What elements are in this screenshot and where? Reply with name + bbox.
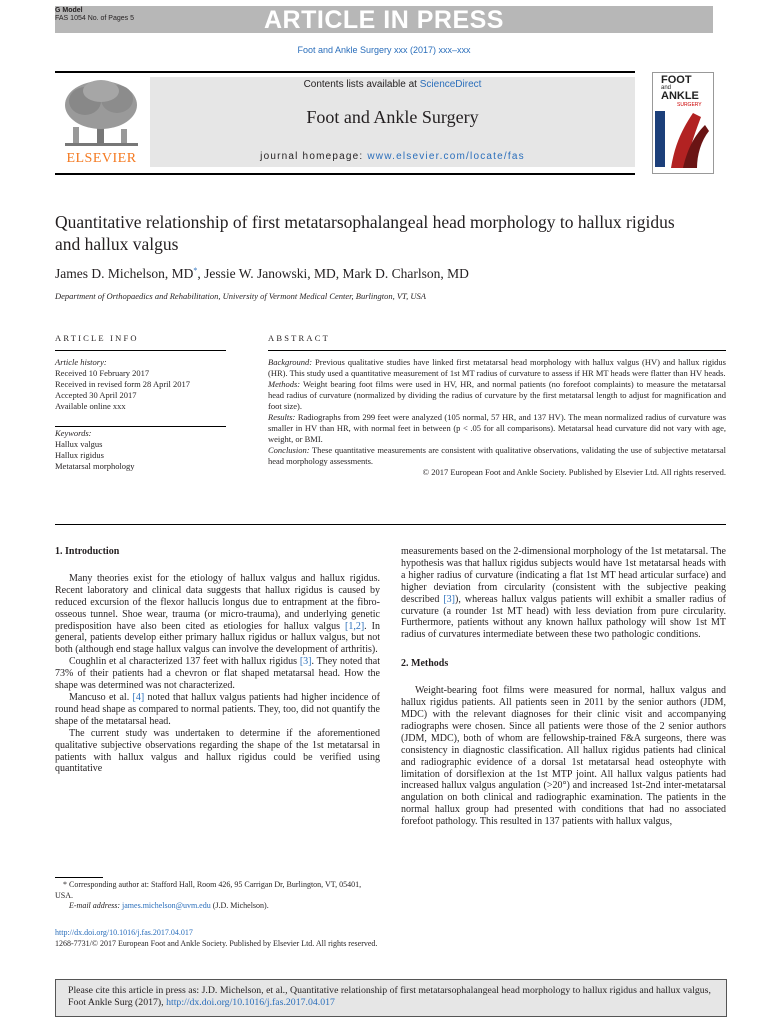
author-list xyxy=(55,266,469,282)
cover-title-surgery: SURGERY xyxy=(677,102,702,108)
paragraph-text: Mancuso et al. xyxy=(69,691,133,703)
online-date: Available online xxx xyxy=(55,401,126,411)
reference-link[interactable]: [4] xyxy=(132,691,145,703)
methods-paragraph-1: Weight-bearing foot films were measured for normal, hallux valgus and hallux rigidus patients. All patients seen in 2011 by the senior authors (JDM, MDC) with the relevant diagnoses for their clinic visit and accompanying radiographs were chosen. Since all patients were those of the 2 senior authors (JDM, MDC), both of whom are fellowship-trained F&A surgeons, there was consistency in diagnostic classification. All hallux rigidus patients had clinical and radiographic evidence of a dorsal 1st metatarsal head osteophyte with limitation of dorsiflexion at the 1st MTP joint. All hallux valgus patients had increased hallux valgus angulation (>20°) and increased 1st-2nd inter-metatarsal angulation on both clinical and radiographic examination. The patients in the normal hallux group had presented with conditions that had no associated forefoot pathology. This resulted in 137 patients with hallux valgus, xyxy=(401,685,726,828)
cover-title-foot: FOOT xyxy=(661,74,692,86)
contents-line xyxy=(150,79,635,90)
abstract-copyright: © 2017 European Foot and Ankle Society. Published by Elsevier Ltd. All rights reserved. xyxy=(422,467,726,477)
keywords xyxy=(55,428,230,472)
keyword: Metatarsal morphology xyxy=(55,461,135,471)
methods-text: Weight bearing foot films were used in HV, HR, and normal patients (no forefoot complaints) to measure the metatarsal head radius of curvature (normalized by dividing the radius of curvature by the first metatarsal length to adjust for magnification and foot size). xyxy=(268,379,726,411)
body-left-column xyxy=(55,546,380,775)
cover-artwork xyxy=(653,73,713,173)
divider xyxy=(55,350,226,351)
doi-link[interactable]: http://dx.doi.org/10.1016/j.fas.2017.04.017 xyxy=(55,928,193,937)
paragraph-text: Coughlin et al characterized 137 feet with hallux rigidus xyxy=(69,656,300,668)
background-label: Background: xyxy=(268,357,313,367)
conclusion-label: Conclusion: xyxy=(268,445,310,455)
email-suffix: (J.D. Michelson). xyxy=(210,901,269,910)
received-date: Received 10 February 2017 xyxy=(55,368,150,378)
divider xyxy=(55,426,226,427)
paragraph-text: ), whereas hallux valgus patients will exhibit a smaller radius of curvature (a rounder 1st MT head) with less deviation from pure circularity. Furthermore, patients without any known hallux pathology will show 1st MT radius of curvatures intermediate between these two pathologic conditions. xyxy=(401,593,726,641)
citation-box xyxy=(55,979,727,1017)
issn-line: 1268-7731/© 2017 European Foot and Ankle Society. Published by Elsevier Ltd. All rights reserved. xyxy=(55,939,378,948)
sciencedirect-link[interactable]: ScienceDirect xyxy=(419,79,482,90)
article-info-heading: ARTICLE INFO xyxy=(55,333,139,343)
methods-heading: 2. Methods xyxy=(401,658,449,670)
history-label: Article history: xyxy=(55,357,107,367)
cover-title-ankle: ANKLE xyxy=(661,90,699,102)
email-line xyxy=(55,901,380,912)
article-history xyxy=(55,357,230,412)
results-text: Radiographs from 299 feet were analyzed (105 normal, 57 HR, and 137 HV). The mean normalized radius of curvature was smaller in HV than HR, with normal feet in between (p < .05 for all comparisons). Metatarsal head curvature did not vary with age, weight, or BMI. xyxy=(268,412,726,444)
abstract-heading: ABSTRACT xyxy=(268,333,330,343)
divider xyxy=(55,524,726,525)
reference-link[interactable]: [1,2] xyxy=(344,620,365,632)
divider xyxy=(268,350,726,351)
revised-date: Received in revised form 28 April 2017 xyxy=(55,379,191,389)
abstract-body xyxy=(268,357,726,478)
intro-paragraph-1 xyxy=(55,573,380,656)
conclusion-text: These quantitative measurements are consistent with qualitative observations, validating the use of subjective metatarsal head morphology assessments. xyxy=(268,445,726,466)
paragraph-text: measurements based on the 2-dimensional morphology of the 1st metatarsal. The hypothesis was that hallux rigidus subjects would have 1st metatarsal heads with a higher radius of curvature (indicating a flat 1st MT head articular surface) and higher deviation from circularity (consistent with the subjective peaking described xyxy=(401,546,726,605)
intro-paragraph-3 xyxy=(55,692,380,728)
results-label: Results: xyxy=(268,412,296,422)
keyword: Hallux valgus xyxy=(55,439,103,449)
article-title: Quantitative relationship of first metatarsophalangeal head morphology to hallux rigidus and hallux valgus xyxy=(55,212,675,254)
methods-label: Methods: xyxy=(268,379,301,389)
journal-cover-thumbnail xyxy=(652,72,714,174)
reference-link[interactable]: [3] xyxy=(299,656,312,668)
reference-link[interactable]: [3] xyxy=(443,593,456,605)
abstract-methods xyxy=(268,379,726,412)
abstract-conclusion xyxy=(268,445,726,467)
journal-homepage xyxy=(150,151,635,162)
body-right-column xyxy=(401,546,726,828)
citation-doi-link[interactable]: http://dx.doi.org/10.1016/j.fas.2017.04.017 xyxy=(166,997,335,1008)
footnote-rule xyxy=(55,877,103,878)
paragraph-text: . They noted that 73% of their patients had a chevron or flat shaped metatarsal head. How the shape was determined was not characterized. xyxy=(55,656,381,692)
abstract-results xyxy=(268,412,726,445)
homepage-prefix: journal homepage: xyxy=(260,151,368,162)
paragraph-text: Many theories exist for the etiology of hallux valgus and hallux rigidus. Recent laboratory and clinical data suggests that hallux rigidus is caused by reduced excursion of the flexor hallucis longus due to entrapment at the fibro-osseous tunnel. Shoe wear, trauma (or micro-trauma), and underlying genetic predisposition have also been cited as etiologies for hallux valgus xyxy=(55,572,380,632)
background-text: Previous qualitative studies have linked first metatarsal head morphology with hallux valgus (HV) and hallux rigidus (HR). This study used a quantitative measurement of 1st MT radius of curvature to assess if HR MT heads were flatter than HV heads. xyxy=(268,357,726,378)
article-in-press-banner: ARTICLE IN PRESS xyxy=(55,6,713,33)
introduction-heading: 1. Introduction xyxy=(55,546,120,557)
corresponding-author-note: * Corresponding author at: Stafford Hall, Room 426, 95 Carrigan Dr, Burlington, VT, 05401, USA. xyxy=(55,880,362,900)
cover-title-and: and xyxy=(661,85,672,91)
elsevier-wordmark: ELSEVIER xyxy=(66,151,137,166)
intro-paragraph-4: The current study was undertaken to determine if the aforementioned qualitative subjective observations regarding the shape of the 1st metatarsal in patients with hallux valgus and hallux rigidus could be verified using quantitative xyxy=(55,727,380,775)
ref-line: FAS 1054 No. of Pages 5 xyxy=(55,15,134,22)
abstract-background xyxy=(268,357,726,379)
paragraph-text: . In general, patients develop either primary hallux rigidus or hallux valgus, but not both (although end stage hallux valgus can involve the development of arthritis). xyxy=(55,620,380,656)
journal-title: Foot and Ankle Surgery xyxy=(306,107,479,127)
corresponding-author-mark[interactable]: * xyxy=(193,266,198,275)
doi-block xyxy=(55,927,377,949)
g-model-label: G Model xyxy=(55,7,83,14)
journal-reference[interactable]: Foot and Ankle Surgery xxx (2017) xxx–xxx xyxy=(297,45,471,55)
paragraph-text: noted that hallux valgus patients had higher incidence of round head shape as compared to normal patients. They, too, did not quantify the shape of the metatarsal head. xyxy=(55,691,380,727)
manuscript-ref xyxy=(55,7,134,23)
citation-text: Please cite this article in press as: J.D. Michelson, et al., Quantitative relationship of first metatarsophalangeal head morphology to hallux rigidus and hallux valgus, Foot Ankle Surg (2017), xyxy=(68,985,711,1008)
keyword: Hallux rigidus xyxy=(55,450,104,460)
affiliation: Department of Orthopaedics and Rehabilitation, University of Vermont Medical Center, Burlington, VT, USA xyxy=(55,291,426,301)
header-rule-bottom xyxy=(55,173,635,175)
contents-prefix: Contents lists available at xyxy=(303,79,420,90)
email-label: E-mail address: xyxy=(69,901,123,910)
other-authors: , Jessie W. Janowski, MD, Mark D. Charlson, MD xyxy=(197,266,469,281)
homepage-link[interactable]: www.elsevier.com/locate/fas xyxy=(367,151,525,162)
footnote xyxy=(55,880,380,912)
intro-paragraph-5 xyxy=(401,546,726,641)
accepted-date: Accepted 30 April 2017 xyxy=(55,390,137,400)
intro-paragraph-2 xyxy=(55,656,380,692)
email-link[interactable]: james.michelson@uvm.edu xyxy=(122,901,211,910)
keywords-label: Keywords: xyxy=(55,428,92,438)
header-rule-top xyxy=(55,71,635,73)
author-michelson: James D. Michelson, MD xyxy=(55,266,194,281)
